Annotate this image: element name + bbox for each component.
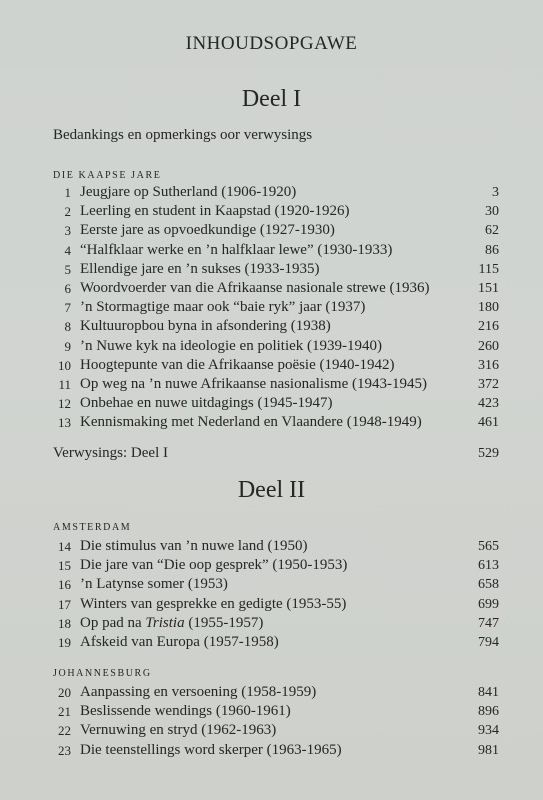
chapter-title: Kultuuropbou byna in afsondering (1938) [80, 318, 331, 335]
page-number: 794 [478, 634, 499, 650]
chapter-number: 18 [58, 615, 71, 631]
chapter-title: Die stimulus van ’n nuwe land (1950) [80, 538, 308, 554]
page-number: 3 [492, 185, 499, 200]
page-number: 86 [485, 242, 499, 258]
part-heading-deel-1: Deel I [241, 86, 302, 112]
chapter-title: ’n Nuwe kyk na ideologie en politiek (1939-1940) [80, 337, 383, 354]
page-number: 747 [478, 615, 499, 631]
chapter-number: 22 [58, 723, 71, 739]
toc-row [53, 375, 499, 394]
section-label-johannesburg: JOHANNESBURG [53, 668, 152, 679]
chapter-number: 20 [58, 685, 71, 700]
page-number: 896 [478, 704, 499, 720]
toc-row [53, 683, 499, 702]
chapter-title: ’n Stormagtige maar ook “baie ryk” jaar (1937) [80, 299, 366, 316]
toc-row [53, 337, 499, 356]
chapter-title: Woordvoerder van die Afrikaanse nasionale strewe (1936) [80, 279, 430, 296]
chapter-title: Eerste jare as opvoedkundige (1927-1930) [80, 222, 335, 239]
chapter-number: 6 [64, 280, 71, 296]
chapter-title: Leerling en student in Kaapstad (1920-1926) [80, 203, 350, 220]
page-number: 613 [478, 558, 499, 574]
page-number: 316 [478, 357, 499, 373]
toc-row [53, 614, 499, 633]
page-number: 216 [478, 319, 499, 335]
page-number: 461 [478, 415, 499, 431]
chapter-number: 5 [64, 261, 71, 277]
toc-row [53, 741, 499, 760]
toc-row [53, 702, 499, 721]
chapter-number: 4 [64, 242, 71, 258]
chapter-number: 13 [58, 415, 71, 431]
chapter-title: Die jare van “Die oop gesprek” (1950-1953) [80, 557, 348, 574]
chapter-title: Hoogtepunte van die Afrikaanse poësie (1940-1942) [80, 356, 395, 373]
page-number: 115 [478, 261, 499, 277]
acknowledgements-entry: Bedankings en opmerkings oor verwysings [53, 127, 313, 143]
chapter-title: Vernuwing en stryd (1962-1963) [80, 722, 277, 739]
page-number: 658 [478, 577, 499, 593]
page-number: 699 [478, 596, 499, 612]
toc-row [53, 394, 499, 413]
toc-row [53, 575, 499, 594]
section-label-kaapse-jare: DIE KAAPSE JARE [53, 170, 162, 181]
toc-row [53, 356, 499, 375]
chapter-number: 7 [64, 300, 71, 316]
page-number: 934 [478, 723, 499, 739]
chapter-number: 1 [64, 185, 71, 200]
toc-row [53, 633, 499, 652]
page-number: 30 [485, 204, 499, 220]
chapter-title: Winters van gesprekke en gedigte (1953-55) [80, 595, 347, 612]
chapter-title: “Halfklaar werke en ’n halfklaar lewe” (1930-1933) [80, 241, 393, 258]
toc-row [53, 317, 499, 336]
chapter-number: 17 [58, 596, 71, 612]
chapter-number: 2 [64, 204, 71, 220]
page-number: 423 [478, 396, 499, 412]
chapter-number: 3 [64, 223, 71, 239]
toc-row [53, 202, 499, 221]
references-entry-deel-1 [53, 444, 499, 464]
chapter-title: Beslissende wendings (1960-1961) [80, 703, 291, 720]
chapter-title: Afskeid van Europa (1957-1958) [80, 633, 279, 650]
chapter-number: 16 [58, 577, 71, 593]
toc-row [53, 260, 499, 279]
chapter-title: Kennismaking met Nederland en Vlaandere (1948-1949) [80, 414, 422, 431]
chapter-title: Aanpassing en versoening (1958-1959) [80, 684, 317, 700]
toc-row [53, 556, 499, 575]
page-number: 180 [478, 300, 499, 316]
page-title: INHOUDSOPGAWE [185, 33, 358, 54]
page-number: 841 [478, 685, 499, 700]
page-number: 981 [478, 742, 499, 758]
toc-row [53, 413, 499, 432]
toc-row [53, 241, 499, 260]
toc-row [53, 595, 499, 614]
chapter-number: 8 [64, 319, 71, 335]
toc-row [53, 537, 499, 556]
page-number: 529 [478, 446, 499, 461]
chapter-number: 14 [58, 539, 71, 554]
chapter-list-deel-1 [53, 183, 499, 432]
chapter-number: 21 [58, 704, 71, 720]
references-label: Verwysings: Deel I [53, 445, 168, 461]
chapter-title: ’n Latynse somer (1953) [80, 576, 228, 593]
page-number: 62 [485, 223, 499, 239]
chapter-number: 15 [58, 558, 71, 574]
chapter-number: 19 [58, 634, 71, 650]
chapter-title: Die teenstellings word skerper (1963-1965) [80, 741, 342, 758]
chapter-list-amsterdam [53, 537, 499, 652]
toc-row [53, 298, 499, 317]
chapter-number: 9 [64, 338, 71, 354]
chapter-number: 10 [58, 357, 71, 373]
page-number: 151 [478, 280, 499, 296]
chapter-title: Jeugjare op Sutherland (1906-1920) [80, 184, 297, 200]
page-number: 260 [478, 338, 499, 354]
page-number: 372 [478, 376, 499, 392]
chapter-number: 12 [58, 396, 71, 412]
toc-row [53, 279, 499, 298]
part-heading-deel-2: Deel II [237, 477, 306, 503]
chapter-title: Onbehae en nuwe uitdagings (1945-1947) [80, 395, 333, 412]
toc-row [53, 721, 499, 740]
chapter-title: Op pad na Tristia (1955-1957) [80, 614, 264, 631]
page-number: 565 [478, 539, 499, 554]
chapter-number: 11 [58, 376, 71, 392]
toc-row [53, 221, 499, 240]
toc-row [53, 183, 499, 202]
section-label-amsterdam: AMSTERDAM [53, 522, 132, 533]
chapter-list-johannesburg [53, 683, 499, 760]
chapter-title: Ellendige jare en ’n sukses (1933-1935) [80, 260, 320, 277]
chapter-title: Op weg na ’n nuwe Afrikaanse nasionalisme (1943-1945) [80, 375, 427, 392]
chapter-number: 23 [58, 742, 71, 758]
